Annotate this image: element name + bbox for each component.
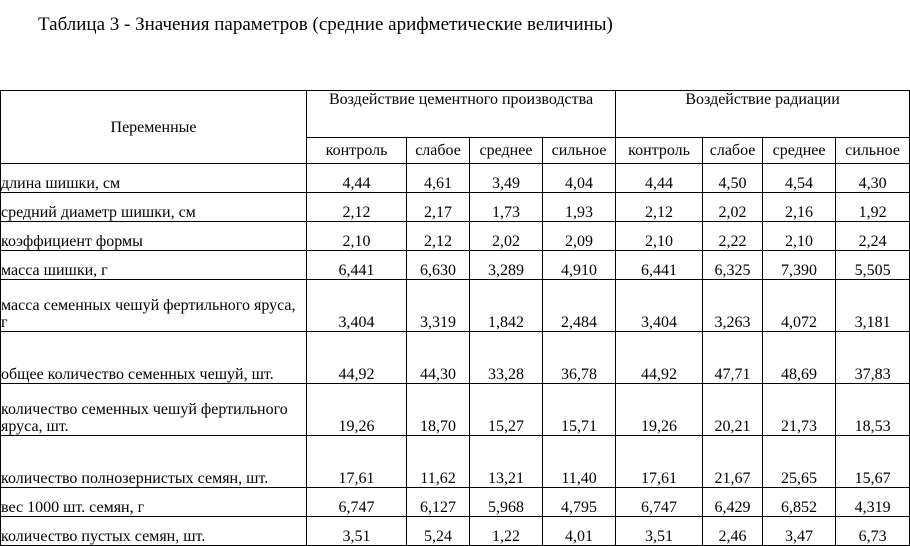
parameter-value: 2,02 (470, 222, 543, 251)
parameter-value: 15,67 (836, 436, 910, 488)
parameter-value: 1,73 (470, 193, 543, 222)
level-header: контроль (616, 138, 703, 164)
parameter-value: 1,842 (470, 280, 543, 332)
parameter-value: 33,28 (470, 332, 543, 384)
level-header: сильное (543, 138, 616, 164)
parameter-name: количество семенных чешуй фертильного яруса, шт. (1, 384, 307, 436)
parameter-value: 3,51 (307, 517, 407, 546)
parameter-value: 2,09 (543, 222, 616, 251)
parameter-value: 5,24 (407, 517, 470, 546)
parameter-name: вес 1000 шт. семян, г (1, 488, 307, 517)
parameter-value: 4,072 (763, 280, 836, 332)
parameter-name: количество полнозернистых семян, шт. (1, 436, 307, 488)
parameter-name: количество пустых семян, шт. (1, 517, 307, 546)
parameter-value: 6,429 (703, 488, 763, 517)
parameter-value: 6,441 (307, 251, 407, 280)
table-caption: Таблица 3 - Значения параметров (средние арифметические величины) (38, 14, 613, 35)
parameter-value: 6,747 (307, 488, 407, 517)
table-row (1, 280, 910, 332)
parameter-value: 4,44 (616, 164, 703, 193)
parameter-value: 44,92 (616, 332, 703, 384)
parameter-value: 11,40 (543, 436, 616, 488)
parameter-value: 17,61 (307, 436, 407, 488)
parameter-value: 4,01 (543, 517, 616, 546)
parameter-value: 44,92 (307, 332, 407, 384)
parameter-value: 2,24 (836, 222, 910, 251)
level-header: контроль (307, 138, 407, 164)
parameter-value: 1,22 (470, 517, 543, 546)
parameter-value: 6,325 (703, 251, 763, 280)
parameter-value: 2,17 (407, 193, 470, 222)
parameter-value: 1,93 (543, 193, 616, 222)
parameter-value: 4,61 (407, 164, 470, 193)
table-row (1, 193, 910, 222)
parameter-value: 2,02 (703, 193, 763, 222)
parameter-value: 48,69 (763, 332, 836, 384)
level-header: слабое (407, 138, 470, 164)
level-header: среднее (763, 138, 836, 164)
parameter-value: 25,65 (763, 436, 836, 488)
parameter-value: 21,73 (763, 384, 836, 436)
parameters-table (0, 90, 910, 546)
parameter-value: 3,319 (407, 280, 470, 332)
parameter-value: 2,22 (703, 222, 763, 251)
parameter-value: 6,630 (407, 251, 470, 280)
parameter-value: 4,795 (543, 488, 616, 517)
parameter-value: 2,12 (407, 222, 470, 251)
table-row (1, 517, 910, 546)
parameter-name: масса шишки, г (1, 251, 307, 280)
radiation-impact-header: Воздействие радиации (616, 91, 910, 138)
parameter-value: 3,289 (470, 251, 543, 280)
parameter-name: средний диаметр шишки, см (1, 193, 307, 222)
parameter-value: 5,505 (836, 251, 910, 280)
parameter-value: 6,747 (616, 488, 703, 517)
parameter-name: длина шишки, см (1, 164, 307, 193)
level-header: слабое (703, 138, 763, 164)
parameter-value: 2,12 (307, 193, 407, 222)
parameter-value: 5,968 (470, 488, 543, 517)
parameter-value: 47,71 (703, 332, 763, 384)
parameter-value: 36,78 (543, 332, 616, 384)
parameter-value: 4,50 (703, 164, 763, 193)
parameter-value: 1,92 (836, 193, 910, 222)
parameter-value: 20,21 (703, 384, 763, 436)
parameter-value: 2,484 (543, 280, 616, 332)
parameter-value: 4,319 (836, 488, 910, 517)
parameter-value: 4,910 (543, 251, 616, 280)
parameter-value: 44,30 (407, 332, 470, 384)
parameter-value: 3,47 (763, 517, 836, 546)
level-header: среднее (470, 138, 543, 164)
parameter-name: масса семенных чешуй фертильного яруса, г (1, 280, 307, 332)
table-body (1, 164, 910, 546)
parameter-value: 21,67 (703, 436, 763, 488)
parameter-value: 6,852 (763, 488, 836, 517)
parameter-value: 13,21 (470, 436, 543, 488)
parameter-name: общее количество семенных чешуй, шт. (1, 332, 307, 384)
parameter-name: коэффициент формы (1, 222, 307, 251)
parameter-value: 18,53 (836, 384, 910, 436)
parameter-value: 18,70 (407, 384, 470, 436)
table-row (1, 384, 910, 436)
parameter-value: 2,10 (763, 222, 836, 251)
parameter-value: 7,390 (763, 251, 836, 280)
variables-header: Переменные (1, 91, 307, 164)
parameter-value: 3,51 (616, 517, 703, 546)
parameter-value: 6,441 (616, 251, 703, 280)
parameter-value: 6,127 (407, 488, 470, 517)
parameter-value: 15,27 (470, 384, 543, 436)
table-row (1, 332, 910, 384)
table-row (1, 251, 910, 280)
cement-impact-header: Воздействие цементного производства (307, 91, 616, 138)
parameter-value: 17,61 (616, 436, 703, 488)
parameter-value: 4,44 (307, 164, 407, 193)
parameter-value: 3,263 (703, 280, 763, 332)
table-row (1, 164, 910, 193)
parameter-value: 19,26 (616, 384, 703, 436)
parameter-value: 11,62 (407, 436, 470, 488)
parameter-value: 2,12 (616, 193, 703, 222)
parameter-value: 2,10 (616, 222, 703, 251)
parameter-value: 4,30 (836, 164, 910, 193)
parameter-value: 4,54 (763, 164, 836, 193)
parameter-value: 3,404 (307, 280, 407, 332)
level-header: сильное (836, 138, 910, 164)
table-row (1, 222, 910, 251)
parameter-value: 2,46 (703, 517, 763, 546)
parameter-value: 3,404 (616, 280, 703, 332)
parameter-value: 15,71 (543, 384, 616, 436)
parameter-value: 3,181 (836, 280, 910, 332)
parameter-value: 37,83 (836, 332, 910, 384)
parameter-value: 19,26 (307, 384, 407, 436)
parameter-value: 2,16 (763, 193, 836, 222)
table-row (1, 488, 910, 517)
table-row (1, 436, 910, 488)
parameter-value: 4,04 (543, 164, 616, 193)
parameter-value: 6,73 (836, 517, 910, 546)
parameter-value: 3,49 (470, 164, 543, 193)
parameter-value: 2,10 (307, 222, 407, 251)
